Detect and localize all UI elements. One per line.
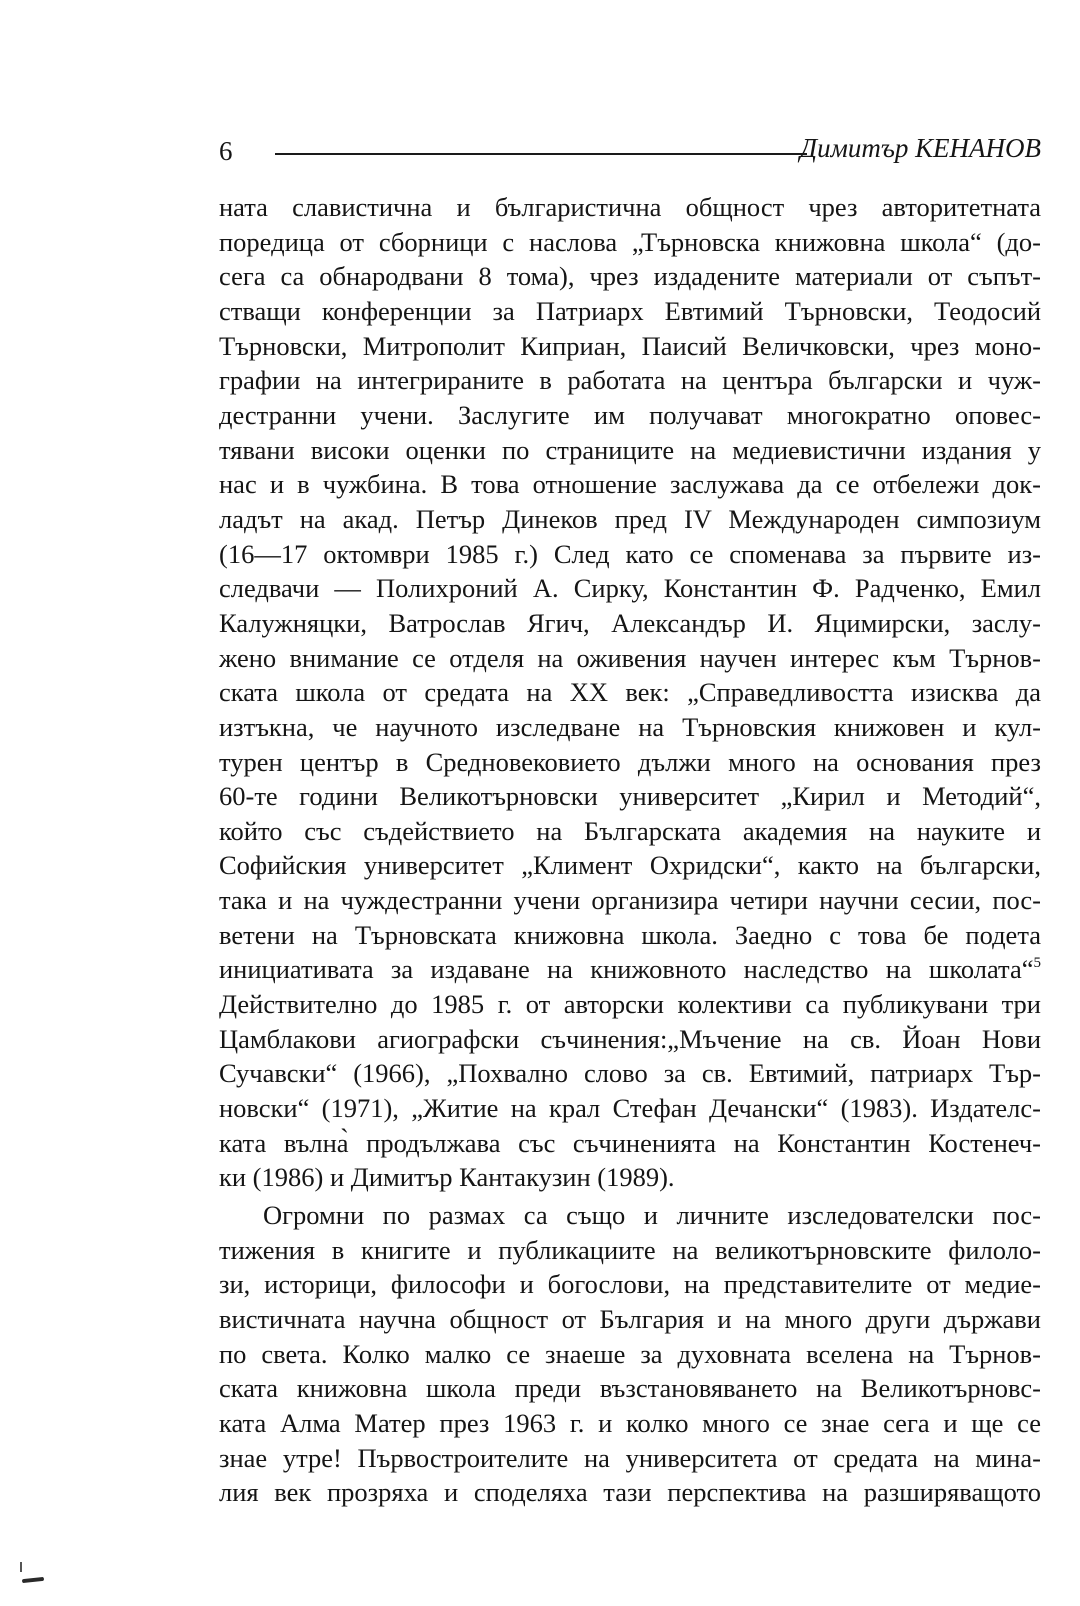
scan-artifact-mark bbox=[20, 1562, 22, 1572]
text-line: сега са обнародвани 8 тома), чрез издадените материали от съпът- bbox=[219, 261, 1041, 292]
text-line: Огромни по размах са също и личните изследователски пос- bbox=[263, 1200, 1041, 1231]
text-line: нас и в чужбина. В това отношение заслужава да се отбележи док- bbox=[219, 469, 1041, 500]
text-line: така и на чуждестранни учени организира четири научни сесии, пос- bbox=[219, 885, 1041, 916]
text-line: турен център в Средновековието дължи много на основания през bbox=[219, 746, 1041, 777]
text-line: вистичната научна общност от България и на много други държави bbox=[219, 1304, 1041, 1334]
text-line: Действително до 1985 г. от авторски колективи са публикувани три bbox=[219, 989, 1041, 1020]
header-rule bbox=[275, 153, 807, 155]
text-line: ката Алма Матер през 1963 г. и колко много се знае сега и ще се bbox=[219, 1407, 1041, 1438]
text-line: ки (1986) и Димитър Кантакузин (1989). bbox=[219, 1162, 675, 1193]
text-line: Калужняцки, Ватрослав Ягич, Александър И. Яцимирски, заслу- bbox=[219, 607, 1041, 638]
scan-artifact-mark bbox=[22, 1577, 44, 1583]
paragraph-1 bbox=[219, 190, 1041, 1195]
text-line: който със съдействието на Българската академия на науките и bbox=[219, 815, 1041, 846]
text-line-content: инициативата за издаване на книжовното наследство на школата“ bbox=[219, 954, 1034, 985]
text-line: тявани високи оценки по страниците на медиевистични издания у bbox=[219, 434, 1041, 465]
text-line: поредица от сборници с наслова „Търновска книжовна школа“ (до- bbox=[219, 226, 1041, 257]
text-line: изтъкна, че научното изследване на Търновския книжовен и кул- bbox=[219, 711, 1041, 742]
footnote-marker[interactable]: 5 bbox=[1033, 955, 1041, 972]
text-line: ската книжовна школа преди възстановяването на Великотърновс- bbox=[219, 1373, 1041, 1404]
text-line: (16—17 октомври 1985 г.) След като се споменава за първите из- bbox=[219, 538, 1041, 569]
paragraph-2 bbox=[219, 1198, 1041, 1510]
text-line: новски“ (1971), „Житие на крал Стефан Дечански“ (1983). Издателс- bbox=[219, 1093, 1041, 1124]
text-line: ладът на акад. Петър Динеков пред IV Международен симпозиум bbox=[219, 503, 1041, 534]
text-line-with-footnote bbox=[219, 952, 1041, 987]
text-line: следвачи — Полихроний А. Сирку, Константин Ф. Радченко, Емил bbox=[219, 573, 1041, 604]
text-line: стващи конференции за Патриарх Евтимий Търновски, Теодосий bbox=[219, 295, 1041, 326]
text-line: тижения в книгите и публикациите на великотърновските филоло- bbox=[219, 1234, 1041, 1265]
text-line: Сучавски“ (1966), „Похвално слово за св. Евтимий, патриарх Тър- bbox=[219, 1058, 1041, 1089]
body-text bbox=[219, 190, 1041, 1510]
text-line: ветени на Търновската книжовна школа. Заедно с това бе подета bbox=[219, 919, 1041, 950]
text-line: по света. Колко малко се знаеше за духовната вселена на Търнов- bbox=[219, 1338, 1041, 1369]
text-line: ката вълна̀ продължава със съчиненията на Константин Костенеч- bbox=[219, 1127, 1041, 1158]
text-line: зи, историци, философи и богослови, на представителите от медие- bbox=[219, 1269, 1041, 1300]
text-line: жено внимание се отделя на оживения научен интерес към Търнов- bbox=[219, 642, 1041, 673]
page-number: 6 bbox=[219, 136, 233, 166]
text-line: 60-те години Великотърновски университет „Кирил и Методий“, bbox=[219, 781, 1041, 812]
text-line: дестранни учени. Заслугите им получават многократно оповес- bbox=[219, 399, 1041, 430]
text-line: Търновски, Митрополит Киприан, Паисий Величковски, чрез моно- bbox=[219, 330, 1041, 361]
page-header bbox=[219, 130, 1041, 170]
text-line: графии на интегрираните в работата на центъра български и чуж- bbox=[219, 365, 1041, 396]
text-line: Софийския университет „Климент Охридски“, както на български, bbox=[219, 850, 1041, 881]
text-line: знае утре! Първостроителите на университета от средата на мина- bbox=[219, 1442, 1041, 1473]
text-line: лия век прозряха и споделяха тази перспектива на разширяващото bbox=[219, 1477, 1041, 1508]
running-head: Димитър КЕНАНОВ bbox=[799, 133, 1041, 163]
text-line: Цамблакови агиографски съчинения:„Мъчение на св. Йоан Нови bbox=[219, 1023, 1041, 1054]
text-line: ската школа от средата на XX век: „Справедливостта изисква да bbox=[219, 677, 1041, 708]
text-line: ната славистична и българистична общност чрез авторитетната bbox=[219, 192, 1041, 222]
